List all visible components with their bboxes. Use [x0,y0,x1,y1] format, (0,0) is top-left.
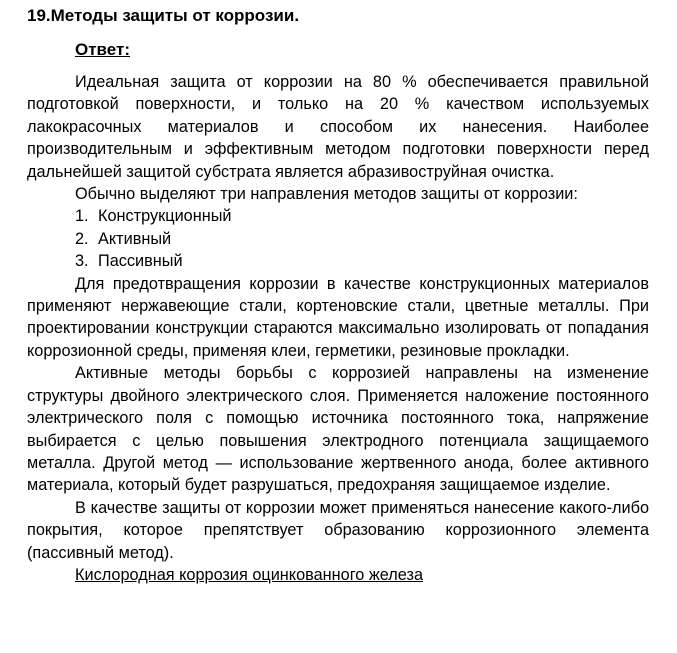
section-heading: 19.Методы защиты от коррозии. [27,6,300,25]
answer-label: Ответ: [75,40,130,59]
paragraph-methods-intro: Обычно выделяют три направления методов защиты от коррозии: [75,185,578,204]
list-item [27,228,649,250]
list-number: 2. [75,229,89,248]
list-item [27,205,649,227]
methods-list [27,205,649,272]
subsection-heading: Кислородная коррозия оцинкованного железа [75,565,424,584]
list-item-text: Пассивный [98,252,183,271]
list-number: 1. [75,207,89,226]
paragraph-surface-prep: Идеальная защита от коррозии на 80 % обеспечивается правильной подготовкой поверхности, и только на 20 % качеством используемых лакокрасочных материалов и способом их нанесения. Наиболее производительным и эффективным методом подготовки поверхности перед дальнейшей защитой субстрата является абразивоструйная очистка. [27,73,649,181]
list-item [27,250,649,272]
list-item-text: Конструкционный [98,207,232,226]
paragraph-active: Активные методы борьбы с коррозией направлены на изменение структуры двойного электрического слоя. Применяется наложение постоянного электрического поля с помощью источника постоянного тока, напряжение выбирается с целью повышения электродного потенциала защищаемого металла. Другой метод — использование жертвенного анода, более активного материала, который будет разрушаться, предохраняя защищаемое изделие. [27,364,649,495]
paragraph-passive: В качестве защиты от коррозии может применяться нанесение какого-либо покрытия, которое препятствует образованию коррозионного элемента (пассивный метод). [27,498,649,562]
list-item-text: Активный [98,229,172,248]
list-number: 3. [75,252,89,271]
document-body [27,71,649,586]
paragraph-constructional: Для предотвращения коррозии в качестве конструкционных материалов применяют нержавеющие стали, кортеновские стали, цветные металлы. При проектировании конструкции стараются максимально изолировать от попадания коррозионной среды, применяя клеи, герметики, резиновые прокладки. [27,274,649,360]
